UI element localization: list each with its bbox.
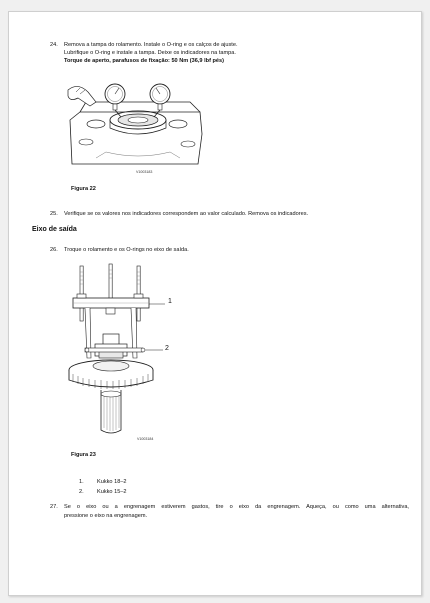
step-27-number: 27. xyxy=(50,504,58,510)
tool-1-label: Kukko 18–2 xyxy=(97,479,127,485)
figure-23-callout-1: 1 xyxy=(168,298,172,305)
step-26-text: Troque o rolamento e os O-rings no eixo de saída. xyxy=(64,247,189,253)
tool-2-label: Kukko 15–2 xyxy=(97,489,127,495)
step-24-torque: Torque de aperto, parafusos de fixação: 50 Nm (36,9 lbf pés) xyxy=(64,58,224,64)
section-heading: Eixo de saída xyxy=(32,226,77,233)
step-25-number: 25. xyxy=(50,211,58,217)
figure-23-callout-2: 2 xyxy=(165,345,169,352)
figure-23-caption: Figura 23 xyxy=(71,452,96,458)
step-24-line-2: Lubrifique o O-ring e instale a tampa. Deixe os indicadores na tampa. xyxy=(64,50,236,56)
step-25-text: Verifique se os valores nos indicadores correspondem ao valor calculado. Remova os indicadores. xyxy=(64,211,309,217)
figure-23-illustration xyxy=(65,262,175,440)
step-26-number: 26. xyxy=(50,247,58,253)
figure-23-image-id: V1003184 xyxy=(137,437,154,441)
tool-1-number: 1. xyxy=(79,479,84,485)
figure-22-caption: Figura 22 xyxy=(71,186,96,192)
tool-2-number: 2. xyxy=(79,489,84,495)
figure-22-image-id: V1003183 xyxy=(136,170,153,174)
step-27-line-1: Se o eixo ou a engrenagem estiverem gastos, tire o eixo da engrenagem. Aqueça, ou como uma alternativa, xyxy=(64,504,409,510)
figure-22-illustration xyxy=(66,72,206,172)
step-24-line-1: Remova a tampa do rolamento. Instale o O-ring e os calços de ajuste. xyxy=(64,42,238,48)
step-24-number: 24. xyxy=(50,42,58,48)
document-page xyxy=(8,11,422,596)
step-27-line-2: pressione o eixo na engrenagem. xyxy=(64,513,148,519)
